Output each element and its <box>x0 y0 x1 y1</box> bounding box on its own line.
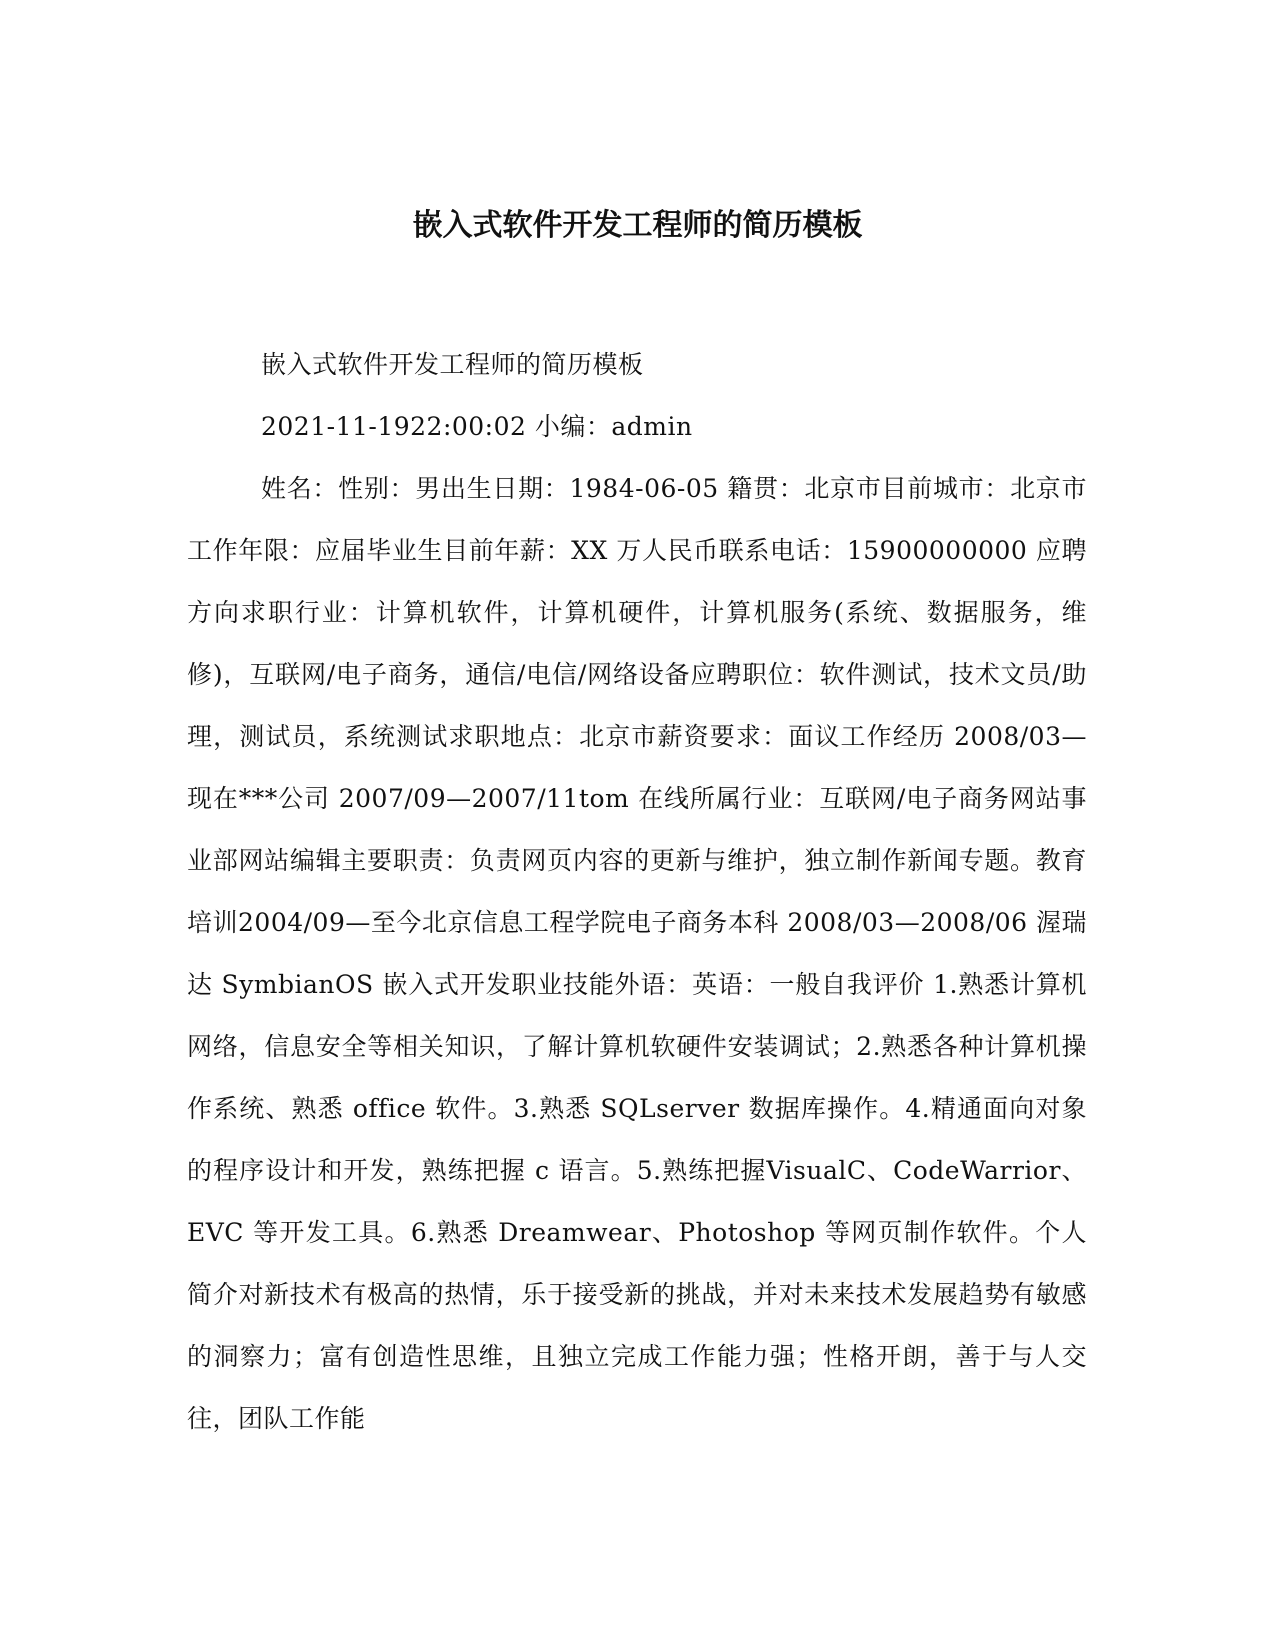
meta-line-paragraph: 2021-11-1922:00:02 小编：admin <box>261 412 693 441</box>
subtitle-paragraph: 嵌入式软件开发工程师的简历模板 <box>261 350 644 379</box>
resume-body-paragraph: 姓名：性别：男出生日期：1984-06-05 籍贯：北京市目前城市：北京市工作年限：应届毕业生目前年薪：XX 万人民币联系电话：15900000000 应聘方向求职行业：计算机软件，计算机硬件，计算机服务(系统、数据服务，维修)，互联网/电子商务，通信/电信/网络设备应聘职位：软件测试，技术文员/助理，测试员，系统测试求职地点：北京市薪资要求：面议工作经历 2008/03—现在***公司 2007/09—2007/11tom 在线所属行业：互联网/电子商务网站事业部网站编辑主要职责：负责网页内容的更新与维护，独立制作新闻专题。教育培训2004/09—至今北京信息工程学院电子商务本科 2008/03—2008/06 渥瑞达 SymbianOS 嵌入式开发职业技能外语：英语：一般自我评价 1.熟悉计算机网络，信息安全等相关知识，了解计算机软硬件安装调试；2.熟悉各种计算机操作系统、熟悉 office 软件。3.熟悉 SQLserver 数据库操作。4.精通面向对象的程序设计和开发，熟练把握 c 语言。5.熟练把握VisualC、CodeWarrior、EVC 等开发工具。6.熟悉 Dreamwear、Photoshop 等网页制作软件。个人简介对新技术有极高的热情，乐于接受新的挑战，并对未来技术发展趋势有敏感的洞察力；富有创造性思维，且独立完成工作能力强；性格开朗，善于与人交往，团队工作能 <box>187 474 1087 1433</box>
document-body <box>187 334 1087 1450</box>
document-title: 嵌入式软件开发工程师的简历模板 <box>412 208 863 243</box>
